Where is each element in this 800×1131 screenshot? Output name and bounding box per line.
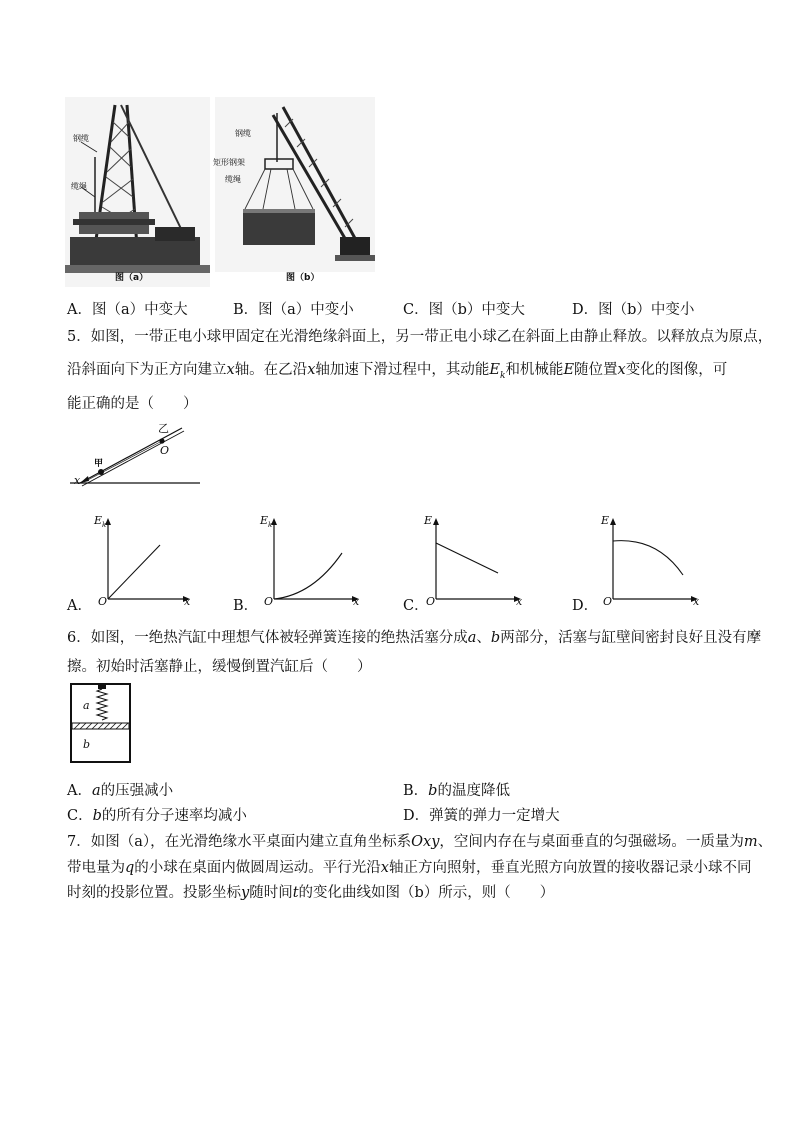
q5-graph-d	[597, 515, 707, 610]
q5-graph-b	[258, 515, 368, 610]
graph-a-ylabel: $E_k$	[94, 514, 107, 530]
graph-b-xlabel: x	[353, 595, 360, 608]
q5-stem-line3: 能正确的是（ ）	[67, 396, 198, 412]
fig-b-cable-label: 钢缆	[235, 129, 251, 138]
q6-option-c: C．b的所有分子速率均减小	[67, 808, 247, 824]
graph-c-line	[436, 543, 498, 573]
q6-stem-line1: 6．如图，一绝热汽缸中理想气体被轻弹簧连接的绝热活塞分成a、b两部分，活塞与缸壁间密封良好且没有摩	[67, 630, 762, 646]
graph-d-xlabel: x	[693, 595, 700, 608]
q5-stem-line1: 5．如图，一带正电小球甲固定在光滑绝缘斜面上，另一带正电小球乙在斜面上由静止释放。以释放点为原点，	[67, 329, 773, 345]
fig-a-rope-label: 缆绳	[71, 182, 87, 191]
q6-stem-line2: 擦。初始时活塞静止，缓慢倒置汽缸后（ ）	[67, 659, 372, 675]
graph-c-ylabel: E	[424, 514, 433, 527]
graph-d-curve	[613, 541, 683, 575]
incline-label-yi: 乙	[158, 422, 169, 435]
q6-option-d: D．弹簧的弹力一定增大	[403, 808, 560, 824]
q5-option-d-letter: D．	[572, 598, 599, 614]
crane-a-illustration	[65, 97, 210, 287]
fig-b-caption: 图（b）	[286, 273, 320, 283]
q4-option-a: A．图（a）中变大	[67, 302, 188, 318]
cylinder-drawing	[70, 683, 132, 765]
cylinder-figure	[70, 683, 132, 765]
q6-option-b: B．b的温度降低	[403, 783, 510, 799]
q6-option-a: A．a的压强减小	[67, 783, 174, 799]
fig-a-cable-label: 钢缆	[73, 134, 89, 143]
graph-c-origin: O	[426, 595, 436, 608]
q5-option-c-letter: C．	[403, 598, 429, 614]
q4-option-c: C．图（b）中变大	[403, 302, 525, 318]
cylinder-label-b: b	[83, 738, 91, 751]
graph-d-ylabel: E	[601, 514, 610, 527]
incline-label-jia: 甲	[94, 459, 104, 469]
incline-label-origin: O	[160, 444, 170, 457]
q4-option-d: D．图（b）中变小	[572, 302, 695, 318]
graph-b-curve	[274, 553, 342, 599]
fig-b-rope-label: 缆绳	[225, 175, 241, 184]
q7-stem-line3: 时刻的投影位置。投影坐标y随时间t的变化曲线如图（b）所示，则（ ）	[67, 885, 555, 901]
q7-stem-line2: 带电量为q的小球在桌面内做圆周运动。平行光沿x轴正方向照射，垂直光照方向放置的接收器记录小球不同	[67, 860, 752, 876]
incline-figure	[70, 418, 205, 488]
q5-option-b-letter: B．	[233, 598, 259, 614]
graph-a-origin: O	[98, 595, 108, 608]
crane-figure-b	[215, 97, 375, 272]
crane-figure-a	[65, 97, 210, 287]
graph-a-line	[108, 545, 160, 599]
graph-a-xlabel: x	[184, 595, 191, 608]
graph-c-xlabel: x	[516, 595, 523, 608]
q5-stem-line2: 沿斜面向下为正方向建立x轴。在乙沿x轴加速下滑过程中，其动能$E_k$和机械能E随位置x变化的图像，可	[67, 362, 728, 381]
q5-graph-a	[92, 515, 197, 610]
graph-b-ylabel: $E_k$	[260, 514, 273, 530]
incline-drawing	[70, 418, 205, 488]
q5-option-a-letter: A．	[67, 598, 92, 614]
q7-stem-line1: 7．如图（a），在光滑绝缘水平桌面内建立直角坐标系Oxy，空间内存在与桌面垂直的匀强磁场。一质量为m、	[67, 834, 773, 850]
fig-b-frame-label: 矩形钢架	[213, 158, 245, 167]
q5-graph-c	[420, 515, 530, 610]
graph-b-origin: O	[264, 595, 274, 608]
fig-a-caption: 图（a）	[115, 273, 149, 283]
q4-option-b: B．图（a）中变小	[233, 302, 354, 318]
cylinder-label-a: a	[83, 699, 90, 712]
graph-d-origin: O	[603, 595, 613, 608]
incline-label-x: x	[74, 474, 81, 487]
